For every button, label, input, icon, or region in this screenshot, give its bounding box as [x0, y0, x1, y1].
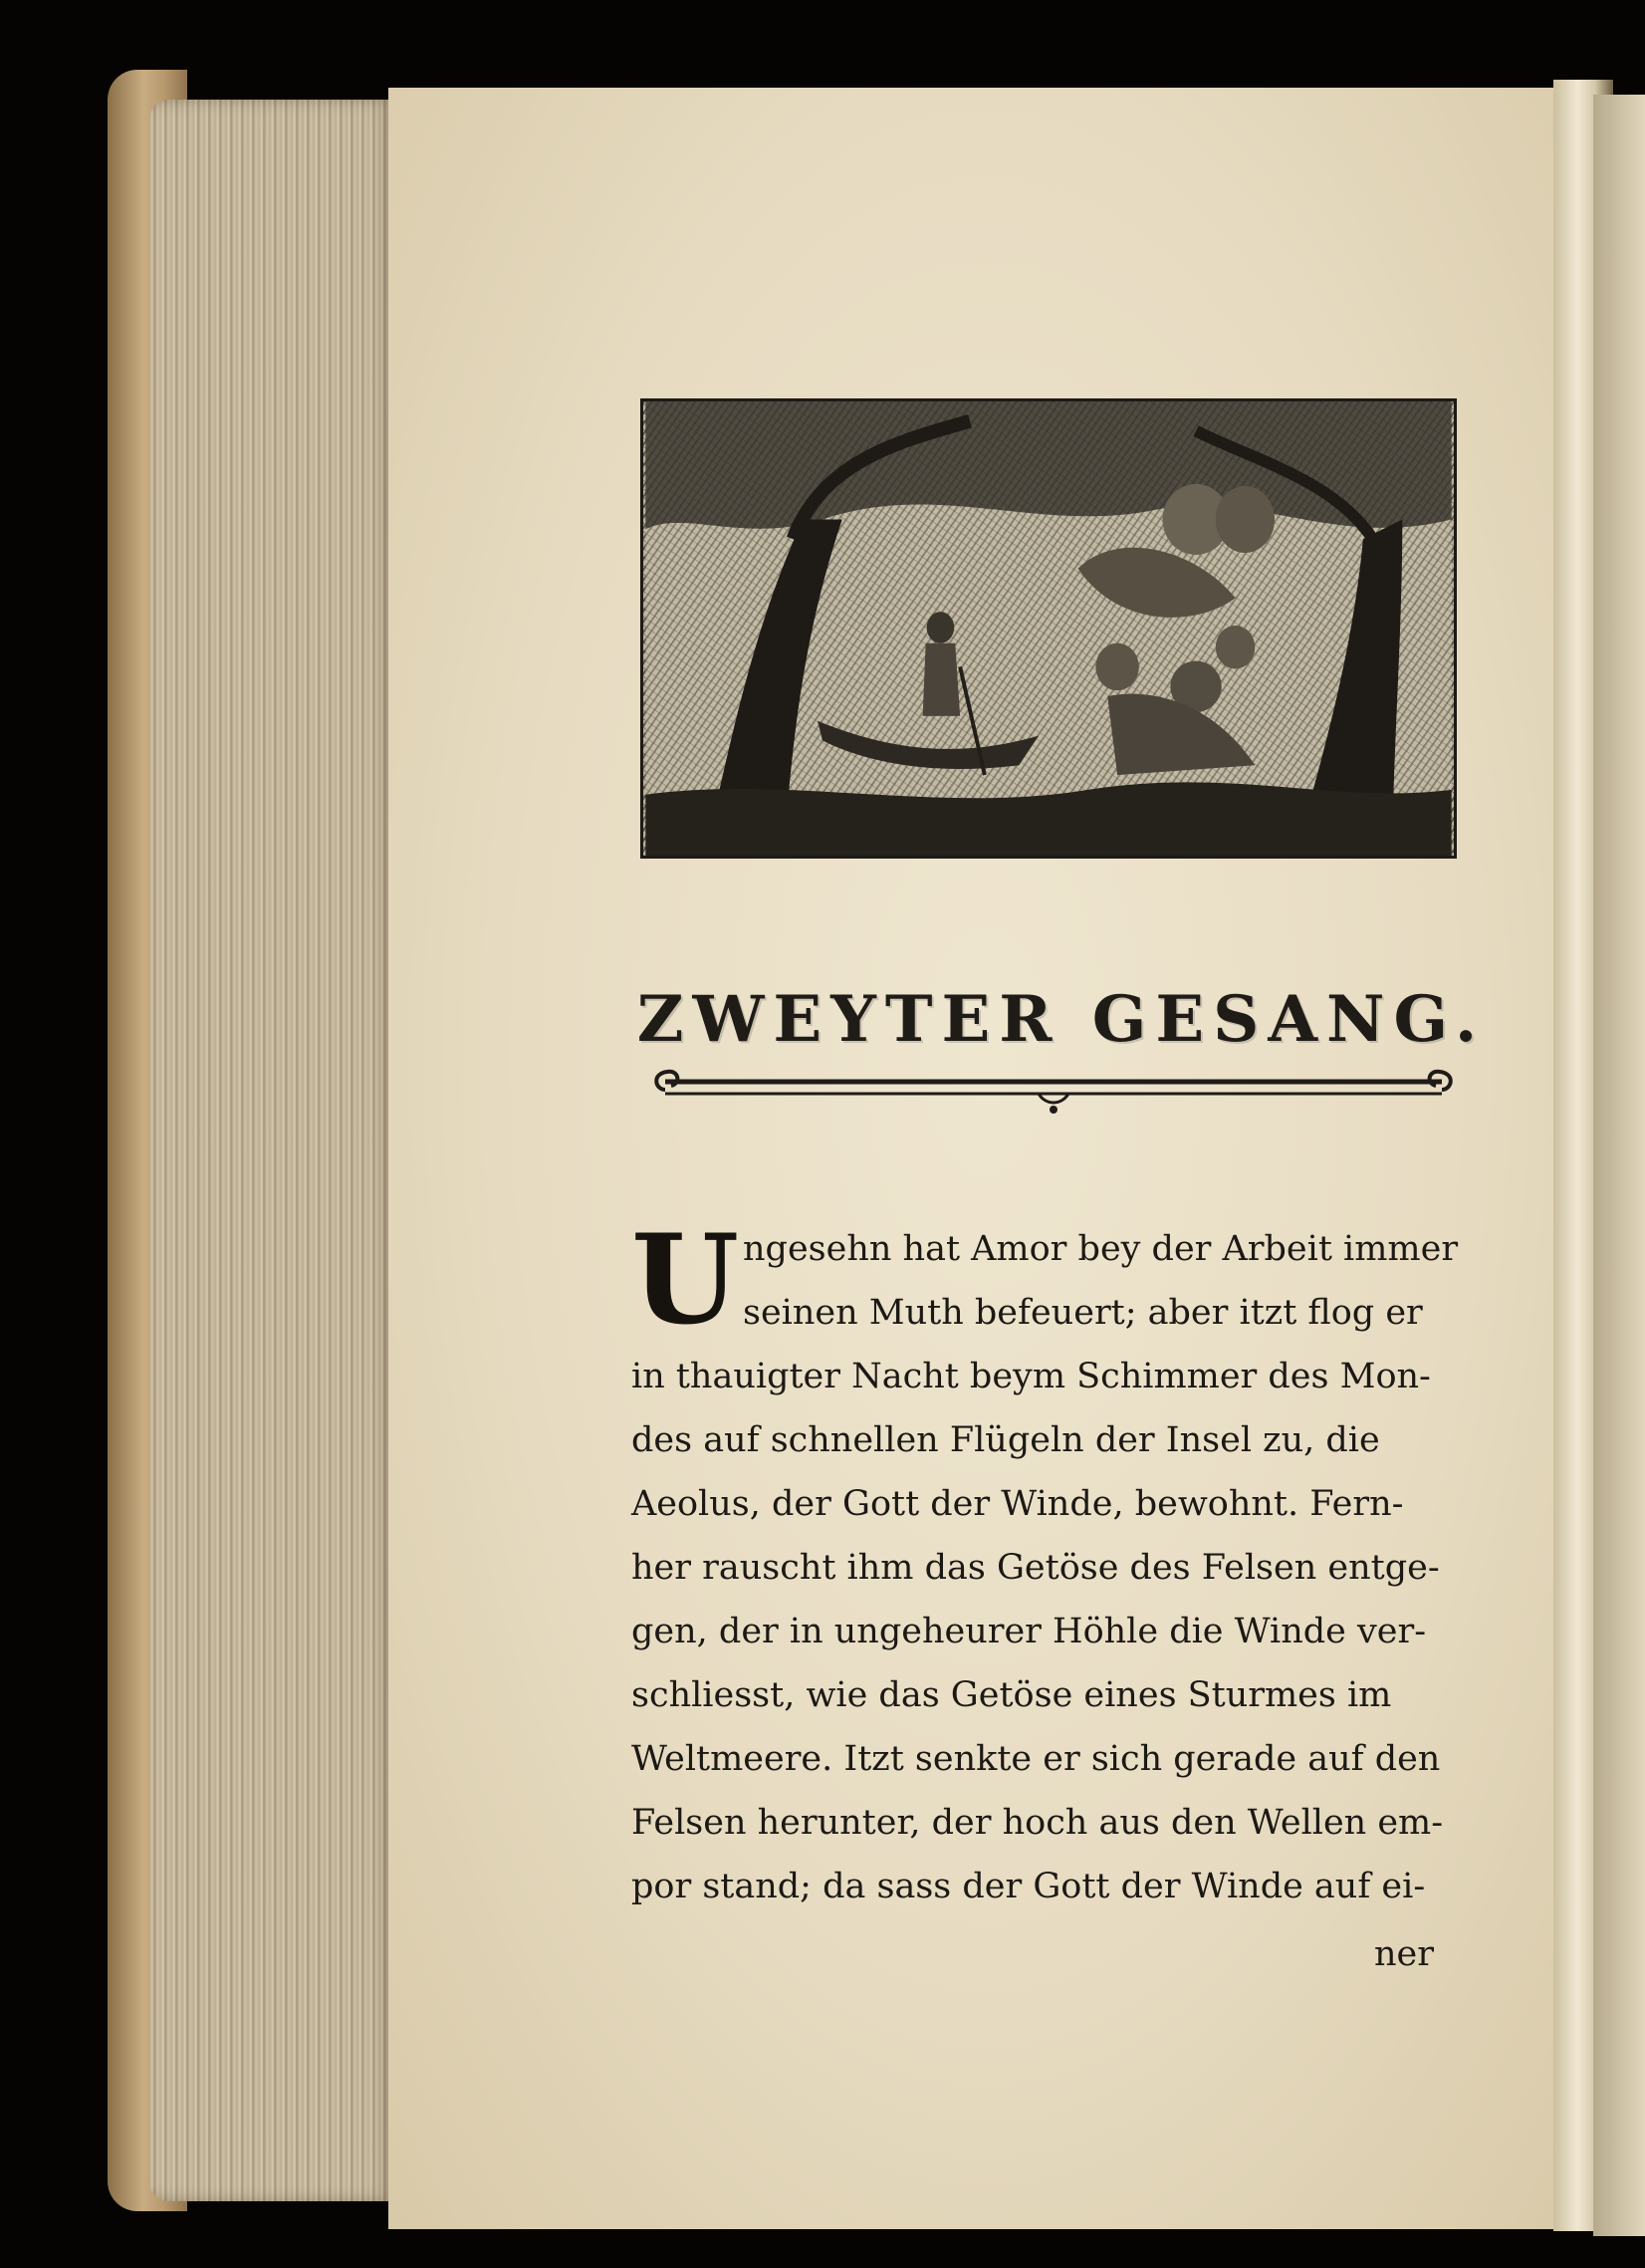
text-line: des auf schnellen Flügeln der Insel zu, die	[631, 1420, 1380, 1460]
text-line: in thauigter Nacht beym Schimmer des Mon-	[631, 1357, 1431, 1396]
text-line: seinen Muth befeuert; aber itzt flog er	[743, 1293, 1423, 1333]
text-line: her rauscht ihm das Getöse des Felsen entge-	[631, 1548, 1440, 1588]
engraved-vignette	[640, 398, 1457, 859]
text-line: Aeolus, der Gott der Winde, bewohnt. Fern-	[631, 1484, 1404, 1524]
page-edges	[149, 100, 393, 2201]
text-line: Weltmeere. Itzt senkte er sich gerade auf den	[631, 1739, 1441, 1779]
ornamental-rule	[645, 1060, 1462, 1120]
text-line: por stand; da sass der Gott der Winde auf ei-	[631, 1867, 1426, 1906]
text-line: schliesst, wie das Getöse eines Sturmes im	[631, 1675, 1392, 1715]
body-text	[631, 1208, 1483, 1918]
text-line: Felsen herunter, der hoch aus den Wellen em-	[631, 1803, 1444, 1843]
chapter-heading: ZWEYTER GESANG.	[636, 982, 1487, 1057]
drop-cap: U	[631, 1208, 740, 1353]
next-page-edge	[1593, 95, 1645, 2236]
text-line: ngesehn hat Amor bey der Arbeit immer	[743, 1229, 1459, 1269]
vignette-illustration	[643, 401, 1454, 856]
catchword: ner	[1374, 1934, 1434, 1974]
text-line: gen, der in ungeheurer Höhle die Winde ver-	[631, 1612, 1427, 1651]
